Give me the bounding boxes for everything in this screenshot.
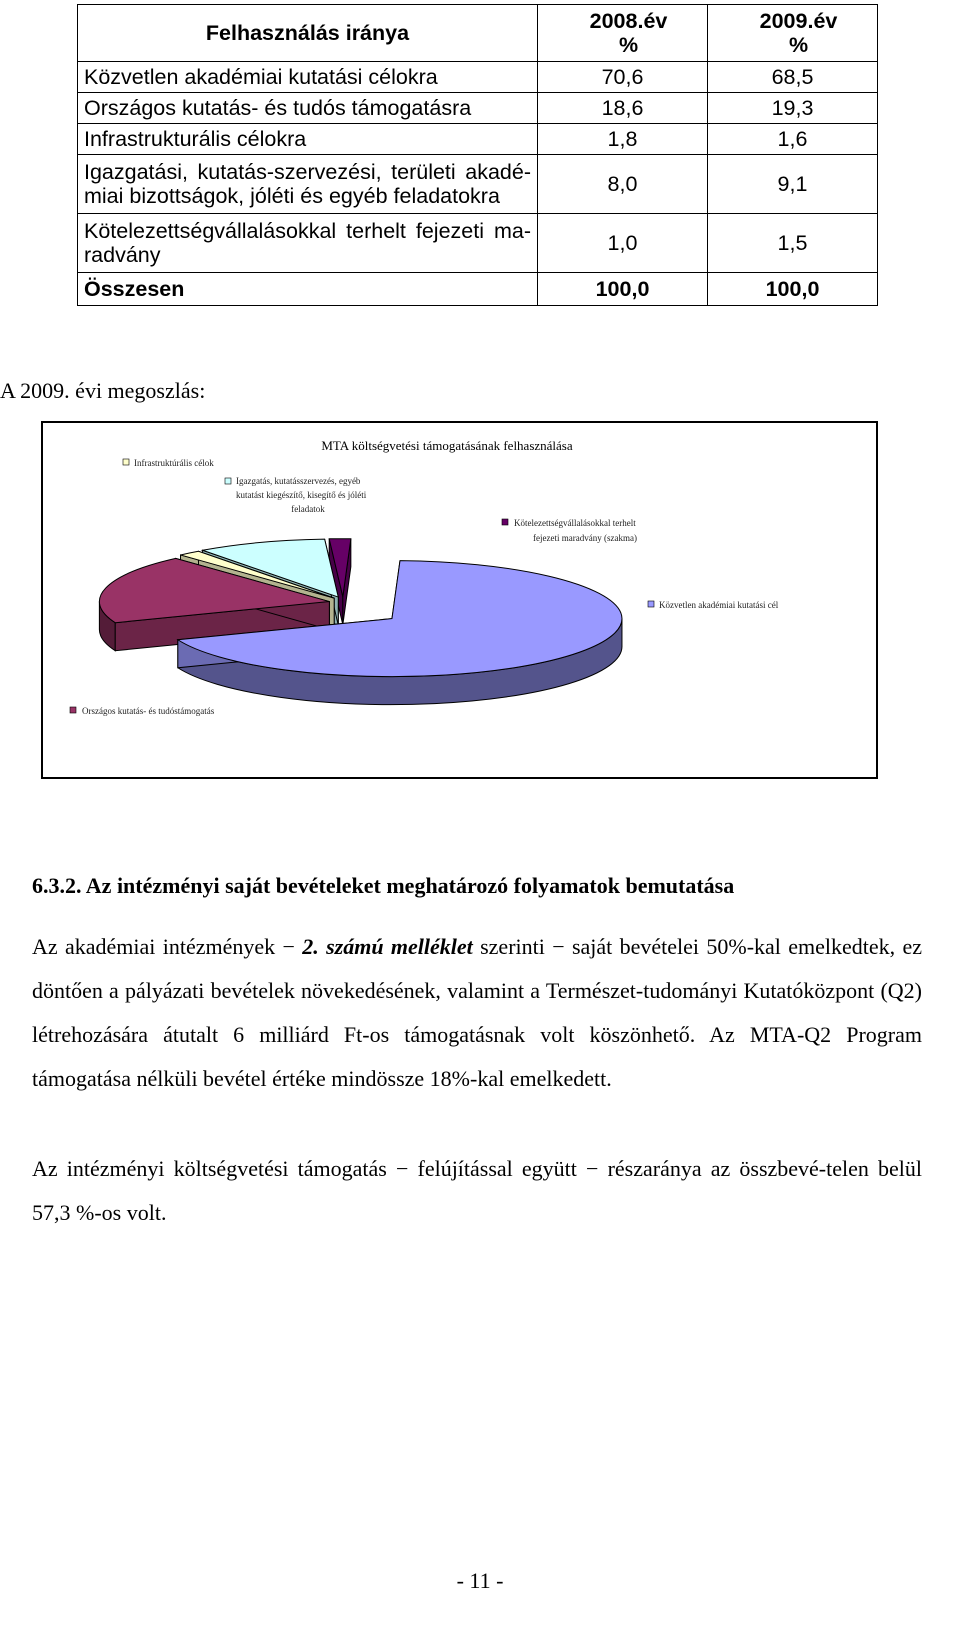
paragraph-2: Az intézményi költségvetési támogatás − felújítással együtt − részaránya az összbevé-telen belül 57,3 %-os volt. xyxy=(32,1156,922,1225)
row-value-2008: 1,0 xyxy=(538,214,708,273)
header-usage-direction: Felhasználás iránya xyxy=(78,5,538,62)
row-value-2009: 1,5 xyxy=(708,214,878,273)
row-label: Közvetlen akadémiai kutatási célokra xyxy=(78,62,538,93)
pie-chart-frame xyxy=(41,421,878,779)
chart-title: MTA költségvetési támogatásának felhasználása xyxy=(321,438,573,453)
label-infrastructure: Infrastruktúrális célok xyxy=(134,458,214,468)
row-label: Országos kutatás- és tudós támogatásra xyxy=(78,93,538,124)
row-value-2009: 9,1 xyxy=(708,155,878,214)
row-value-2009: 19,3 xyxy=(708,93,878,124)
page-number: - 11 - xyxy=(456,1568,504,1593)
table-row xyxy=(78,62,878,93)
row-value-2009: 1,6 xyxy=(708,124,878,155)
pie-slices xyxy=(99,539,622,705)
label-national-research: Országos kutatás- és tudóstámogatás xyxy=(82,706,215,716)
row-value-2008: 18,6 xyxy=(538,93,708,124)
header-2008: 2008.év % xyxy=(538,5,708,62)
label-residue-line1: Kötelezettségvállalásokkal terhelt xyxy=(514,518,636,528)
legend-marker-direct xyxy=(648,601,654,607)
row-value-2008: 1,8 xyxy=(538,124,708,155)
label-residue-line2: fejezeti maradvány (szakma) xyxy=(533,533,637,543)
row-value-2008: 8,0 xyxy=(538,155,708,214)
annex-reference: 2. számú melléklet xyxy=(302,934,473,959)
row-label: Infrastrukturális célokra xyxy=(78,124,538,155)
section-heading: 6.3.2. Az intézményi saját bevételeket meghatározó folyamatok bemutatása xyxy=(32,873,735,898)
legend-marker-national xyxy=(70,707,76,713)
row-label: Kötelezettségvállalásokkal terhelt fejezeti ma-radvány xyxy=(78,214,538,273)
budget-usage-table xyxy=(77,4,878,306)
legend-marker-infra xyxy=(123,459,129,465)
table-row xyxy=(78,155,878,214)
paragraph-1-rest: szerinti − saját bevételei 50%-kal emelkedtek, ez döntően a pályázati bevételek növekedésének, valamint a Természet-tudományi Kutatóközpont (Q2) létrehozására átutalt 6 milliárd Ft-os támogatásnak volt köszönhető. Az MTA-Q2 Program támogatása nélküli bevétel értéke mindössze 18%-kal emelkedett. xyxy=(32,934,923,1091)
pie-chart xyxy=(43,423,876,777)
paragraph-1 xyxy=(32,925,922,1101)
legend-marker-residue xyxy=(502,519,508,525)
total-value-2008: 100,0 xyxy=(538,273,708,306)
row-value-2009: 68,5 xyxy=(708,62,878,93)
row-value-2008: 70,6 xyxy=(538,62,708,93)
label-admin-line3: feladatok xyxy=(291,504,325,514)
label-direct-research: Közvetlen akadémiai kutatási cél xyxy=(659,600,779,610)
table-row xyxy=(78,214,878,273)
table-row xyxy=(78,93,878,124)
table-header-row xyxy=(78,5,878,62)
chart-intro: A 2009. évi megoszlás: xyxy=(0,378,206,403)
label-admin-line2: kutatást kiegészítő, kisegítő és jóléti xyxy=(236,490,367,500)
label-admin-line1: Igazgatás, kutatásszervezés, egyéb xyxy=(236,476,361,486)
row-label: Igazgatási, kutatás-szervezési, területi akadé-miai bizottságok, jóléti és egyéb feladatokra xyxy=(78,155,538,214)
table-row xyxy=(78,124,878,155)
total-label: Összesen xyxy=(78,273,538,306)
paragraph-1-start: Az akadémiai intézmények − xyxy=(32,934,303,959)
table-total-row xyxy=(78,273,878,306)
header-2009: 2009.év % xyxy=(708,5,878,62)
legend-marker-admin xyxy=(225,478,231,484)
total-value-2009: 100,0 xyxy=(708,273,878,306)
